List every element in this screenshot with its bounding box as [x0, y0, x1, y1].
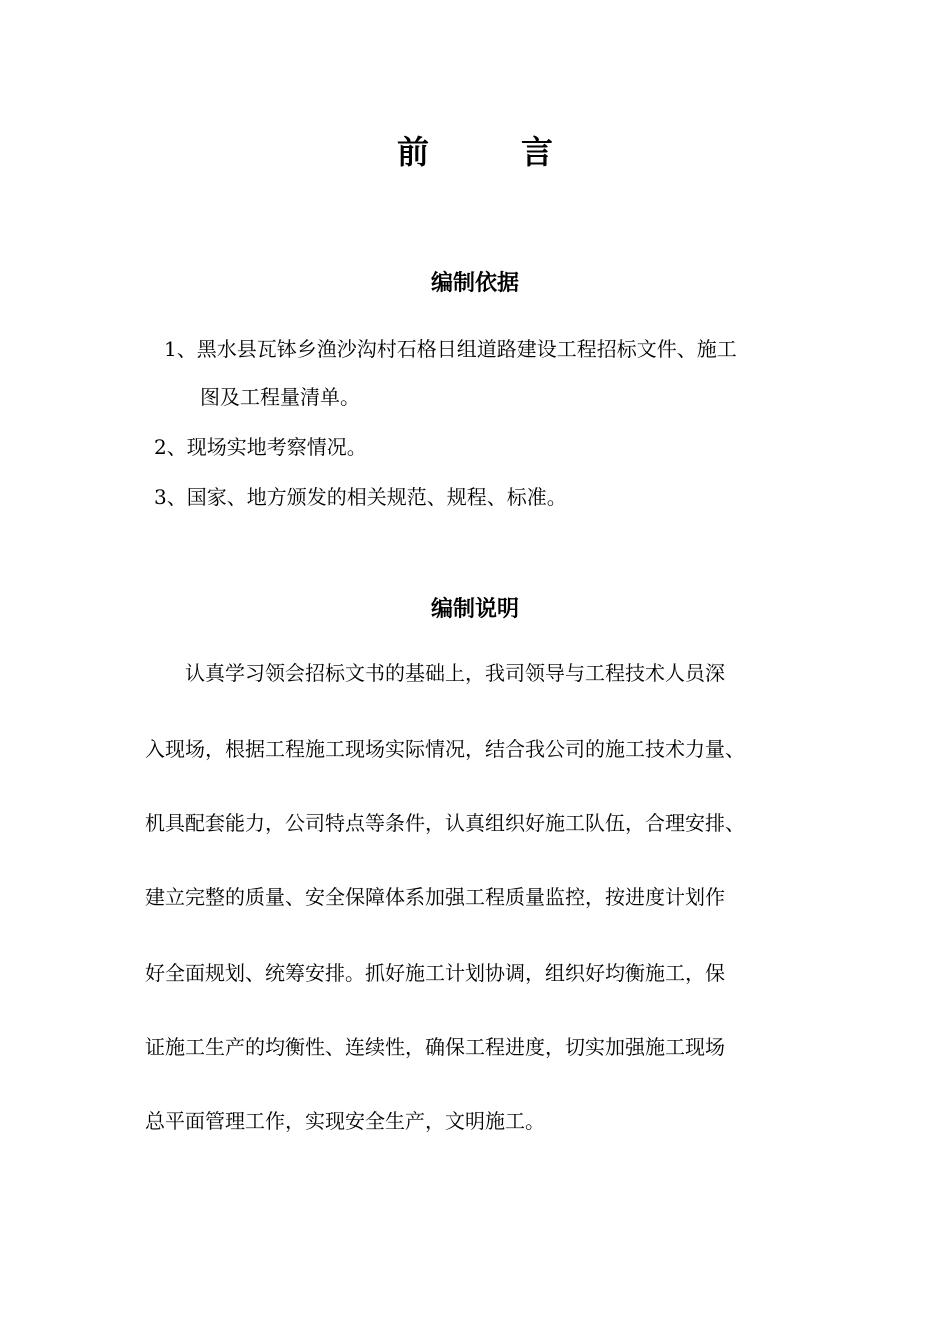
paragraph-line: 总平面管理工作，实现安全生产，文明施工。: [145, 1109, 545, 1133]
paragraph-line: 证施工生产的均衡性、连续性，确保工程进度，切实加强施工现场: [145, 1035, 725, 1059]
paragraph-line: 认真学习领会招标文书的基础上，我司领导与工程技术人员深: [185, 661, 725, 685]
basis-item-3: 3、国家、地方颁发的相关规范、规程、标准。: [154, 485, 567, 509]
basis-item-1-continued: 图及工程量清单。: [200, 385, 360, 409]
basis-item-2: 2、现场实地考察情况。: [154, 435, 367, 459]
page-title: 前 言: [396, 133, 583, 171]
section-heading-basis: 编制依据: [430, 271, 519, 296]
section-heading-explanation: 编制说明: [430, 597, 519, 622]
paragraph-line: 入现场，根据工程施工现场实际情况，结合我公司的施工技术力量、: [145, 737, 745, 761]
basis-item-1: 1、黑水县瓦钵乡渔沙沟村石格日组道路建设工程招标文件、施工: [164, 337, 737, 361]
paragraph-line: 好全面规划、统筹安排。抓好施工计划协调，组织好均衡施工，保: [145, 961, 725, 985]
paragraph-line: 机具配套能力，公司特点等条件，认真组织好施工队伍，合理安排、: [145, 811, 745, 835]
paragraph-line: 建立完整的质量、安全保障体系加强工程质量监控，按进度计划作: [145, 885, 725, 909]
